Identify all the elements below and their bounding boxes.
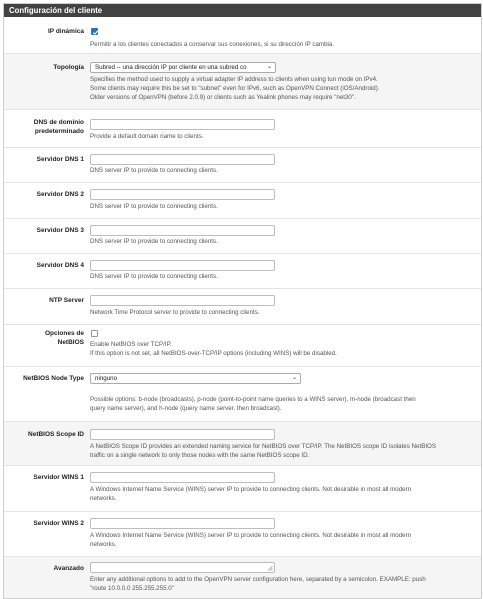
row-advanced bbox=[4, 557, 481, 598]
chevron-down-icon: ⌄ bbox=[291, 375, 297, 381]
dns-domain-input[interactable] bbox=[90, 119, 275, 130]
row-netbios-scope bbox=[4, 422, 481, 466]
dns4-help: DNS server IP to provide to connecting clients. bbox=[90, 273, 218, 280]
dynamic-ip-checkbox[interactable] bbox=[91, 28, 98, 35]
netbios-scope-label: NetBIOS Scope ID bbox=[28, 431, 84, 438]
row-dns-domain bbox=[4, 110, 481, 148]
netbios-help bbox=[90, 340, 475, 358]
row-dynamic-ip bbox=[4, 17, 481, 54]
dns1-label: Servidor DNS 1 bbox=[36, 156, 84, 163]
wins1-help bbox=[90, 485, 475, 503]
netbios-node-label: NetBIOS Node Type bbox=[23, 375, 84, 382]
dns3-help: DNS server IP to provide to connecting clients. bbox=[90, 238, 218, 245]
topology-help-line: Older versions of OpenVPN (before 2.0.9) or clients such as Yealink phones may require "net30". bbox=[90, 94, 356, 102]
checkmark-icon bbox=[92, 29, 99, 36]
wins2-help-line: A Windows Internet Name Service (WINS) server IP to provide to connecting clients. Not desirable in most all modern bbox=[90, 532, 412, 539]
advanced-help-line: Enter any additional options to add to the OpenVPN server configuration here, separated by a semicolon. EXAMPLE: push bbox=[90, 576, 426, 583]
netbios-label bbox=[45, 329, 84, 347]
row-dns4 bbox=[4, 254, 481, 289]
dynamic-ip-help: Permitir a los clientes conectados a conservar sus conexiones, si su dirección IP cambia. bbox=[90, 41, 335, 48]
topology-help bbox=[90, 75, 475, 103]
wins2-input[interactable] bbox=[90, 518, 275, 529]
dns-domain-label-line: predeterminado bbox=[34, 128, 84, 135]
dns1-input[interactable] bbox=[90, 154, 275, 165]
advanced-help-line: "route 10.0.0.0 255.255.255.0" bbox=[90, 585, 174, 593]
topology-label: Topología bbox=[53, 64, 84, 71]
row-dns1 bbox=[4, 148, 481, 183]
netbios-scope-help bbox=[90, 442, 475, 460]
topology-selected-value: Subred -- una dirección IP por cliente en una subred co bbox=[95, 64, 247, 71]
netbios-help-line: If this option is not set, all NetBIOS-over-TCP/IP options (including WINS) will be disabled. bbox=[90, 350, 337, 358]
dns3-label: Servidor DNS 3 bbox=[36, 227, 84, 234]
netbios-help-line: Enable NetBIOS over TCP/IP. bbox=[90, 341, 172, 348]
chevron-down-icon: ⌄ bbox=[266, 64, 272, 70]
advanced-help bbox=[90, 575, 475, 593]
row-topology bbox=[4, 54, 481, 110]
wins1-help-line: networks. bbox=[90, 495, 117, 503]
row-ntp bbox=[4, 289, 481, 325]
ntp-help: Network Time Protocol server to provide to connecting clients. bbox=[90, 309, 260, 316]
dns4-label: Servidor DNS 4 bbox=[36, 262, 84, 269]
wins2-help bbox=[90, 531, 475, 549]
wins2-help-line: networks. bbox=[90, 541, 117, 549]
netbios-node-help bbox=[90, 395, 475, 413]
ntp-input[interactable] bbox=[90, 295, 275, 306]
ntp-label: NTP Server bbox=[49, 297, 84, 304]
dns4-input[interactable] bbox=[90, 260, 275, 271]
netbios-node-select[interactable] bbox=[90, 373, 301, 384]
netbios-label-line: NetBIOS bbox=[57, 339, 84, 346]
wins1-input[interactable] bbox=[90, 472, 275, 483]
dns-domain-help: Provide a default domain name to clients. bbox=[90, 133, 204, 140]
netbios-node-selected-value: ninguno bbox=[95, 375, 118, 382]
netbios-checkbox[interactable] bbox=[91, 330, 98, 337]
advanced-label: Avanzado bbox=[53, 565, 84, 572]
row-wins2 bbox=[4, 512, 481, 557]
topology-select[interactable] bbox=[90, 62, 276, 73]
row-netbios bbox=[4, 325, 481, 367]
panel-title: Configuración del cliente bbox=[4, 4, 481, 17]
wins1-help-line: A Windows Internet Name Service (WINS) server IP to provide to connecting clients. Not desirable in most all modern bbox=[90, 486, 412, 493]
dns2-label: Servidor DNS 2 bbox=[36, 191, 84, 198]
dns2-input[interactable] bbox=[90, 189, 275, 200]
netbios-node-help-line: Possible options: b-node (broadcasts), p-node (point-to-point name queries to a WINS server), m-node (broadcast then bbox=[90, 396, 416, 403]
topology-help-line: Specifies the method used to supply a virtual adapter IP address to clients when using tun mode on IPv4. bbox=[90, 76, 378, 83]
dns-domain-label bbox=[34, 118, 84, 136]
row-dns3 bbox=[4, 219, 481, 254]
netbios-scope-help-line: A NetBIOS Scope ID provides an extended naming service for NetBIOS over TCP/IP. The NetBIOS scope ID isolates NetBIOS bbox=[90, 443, 436, 450]
dynamic-ip-label: IP dinámica bbox=[47, 28, 84, 35]
netbios-scope-input[interactable] bbox=[90, 429, 275, 440]
row-wins1 bbox=[4, 466, 481, 512]
dns-domain-label-line: DNS de dominio bbox=[33, 119, 84, 126]
netbios-scope-help-line: traffic on a single network to only those nodes with the same NetBIOS scope ID. bbox=[90, 452, 310, 460]
netbios-label-line: Opciones de bbox=[44, 330, 84, 337]
row-netbios-node bbox=[4, 367, 481, 422]
advanced-textarea[interactable] bbox=[90, 562, 275, 573]
dns1-help: DNS server IP to provide to connecting clients. bbox=[90, 167, 218, 174]
topology-help-line: Some clients may require this be set to "subnet" even for IPv6, such as OpenVPN Connect (iOS/Android). bbox=[90, 85, 380, 93]
netbios-node-help-line: query name server), and h-node (query name server, then broadcast). bbox=[90, 405, 282, 413]
dns2-help: DNS server IP to provide to connecting clients. bbox=[90, 203, 218, 210]
row-dns2 bbox=[4, 183, 481, 219]
resize-grip-icon[interactable] bbox=[267, 565, 273, 571]
client-settings-panel bbox=[3, 3, 482, 599]
wins2-label: Servidor WINS 2 bbox=[33, 520, 84, 527]
dns3-input[interactable] bbox=[90, 225, 275, 236]
wins1-label: Servidor WINS 1 bbox=[33, 474, 84, 481]
